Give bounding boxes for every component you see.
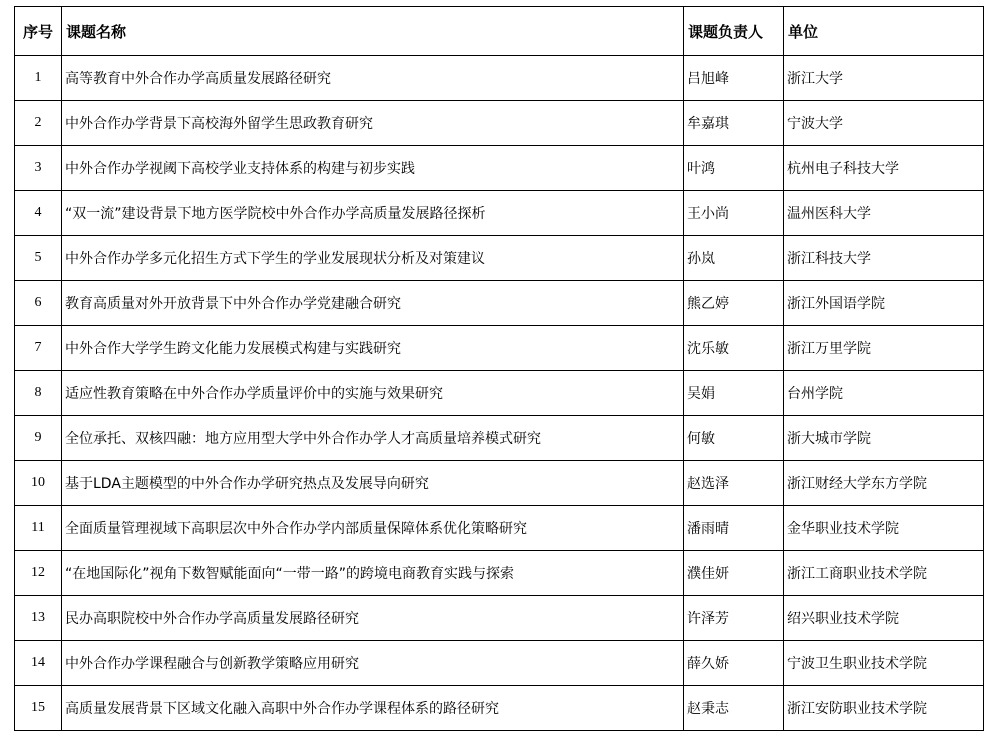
cell-title: 基于LDA主题模型的中外合作办学研究热点及发展导向研究	[62, 461, 684, 506]
table-row	[15, 281, 984, 326]
cell-no: 8	[15, 371, 62, 416]
cell-title: 中外合作办学背景下高校海外留学生思政教育研究	[62, 101, 684, 146]
table-row	[15, 551, 984, 596]
table-header-row	[15, 7, 984, 56]
cell-title: 民办高职院校中外合作办学高质量发展路径研究	[62, 596, 684, 641]
cell-no: 6	[15, 281, 62, 326]
cell-no: 1	[15, 56, 62, 101]
cell-leader: 赵选泽	[684, 461, 784, 506]
cell-unit: 浙江外国语学院	[784, 281, 984, 326]
cell-leader: 许泽芳	[684, 596, 784, 641]
cell-unit: 浙江安防职业技术学院	[784, 686, 984, 731]
cell-no: 13	[15, 596, 62, 641]
header-no: 序号	[15, 7, 62, 56]
table-row	[15, 416, 984, 461]
cell-title: 中外合作办学多元化招生方式下学生的学业发展现状分析及对策建议	[62, 236, 684, 281]
cell-no: 7	[15, 326, 62, 371]
cell-title: 中外合作大学学生跨文化能力发展模式构建与实践研究	[62, 326, 684, 371]
cell-title: 全面质量管理视域下高职层次中外合作办学内部质量保障体系优化策略研究	[62, 506, 684, 551]
cell-leader: 赵秉志	[684, 686, 784, 731]
table-row	[15, 686, 984, 731]
cell-title: “双一流”建设背景下地方医学院校中外合作办学高质量发展路径探析	[62, 191, 684, 236]
cell-leader: 王小尚	[684, 191, 784, 236]
cell-leader: 潘雨晴	[684, 506, 784, 551]
table-row	[15, 641, 984, 686]
cell-no: 5	[15, 236, 62, 281]
table-row	[15, 596, 984, 641]
table-row	[15, 371, 984, 416]
cell-leader: 孙岚	[684, 236, 784, 281]
table-row	[15, 191, 984, 236]
cell-no: 12	[15, 551, 62, 596]
cell-no: 15	[15, 686, 62, 731]
cell-unit: 浙大城市学院	[784, 416, 984, 461]
cell-unit: 宁波大学	[784, 101, 984, 146]
cell-unit: 浙江大学	[784, 56, 984, 101]
cell-no: 11	[15, 506, 62, 551]
table-body	[15, 56, 984, 731]
table-row	[15, 56, 984, 101]
cell-leader: 濮佳妍	[684, 551, 784, 596]
cell-title: 高质量发展背景下区域文化融入高职中外合作办学课程体系的路径研究	[62, 686, 684, 731]
cell-leader: 叶鸿	[684, 146, 784, 191]
cell-no: 9	[15, 416, 62, 461]
cell-leader: 吕旭峰	[684, 56, 784, 101]
cell-unit: 浙江工商职业技术学院	[784, 551, 984, 596]
cell-no: 10	[15, 461, 62, 506]
cell-unit: 浙江科技大学	[784, 236, 984, 281]
cell-title: 中外合作办学视阈下高校学业支持体系的构建与初步实践	[62, 146, 684, 191]
cell-title: “在地国际化”视角下数智赋能面向“一带一路”的跨境电商教育实践与探索	[62, 551, 684, 596]
cell-unit: 温州医科大学	[784, 191, 984, 236]
cell-no: 4	[15, 191, 62, 236]
project-table	[14, 6, 984, 731]
cell-unit: 浙江财经大学东方学院	[784, 461, 984, 506]
table-row	[15, 326, 984, 371]
table-row	[15, 146, 984, 191]
cell-unit: 金华职业技术学院	[784, 506, 984, 551]
cell-no: 2	[15, 101, 62, 146]
header-unit: 单位	[784, 7, 984, 56]
table-row	[15, 236, 984, 281]
cell-leader: 沈乐敏	[684, 326, 784, 371]
table-row	[15, 506, 984, 551]
cell-leader: 吴娟	[684, 371, 784, 416]
cell-unit: 绍兴职业技术学院	[784, 596, 984, 641]
table-row	[15, 461, 984, 506]
cell-no: 3	[15, 146, 62, 191]
cell-title: 全位承托、双核四融：地方应用型大学中外合作办学人才高质量培养模式研究	[62, 416, 684, 461]
cell-unit: 浙江万里学院	[784, 326, 984, 371]
project-table-sheet	[14, 6, 984, 731]
cell-title: 教育高质量对外开放背景下中外合作办学党建融合研究	[62, 281, 684, 326]
cell-leader: 熊乙婷	[684, 281, 784, 326]
cell-leader: 薛久娇	[684, 641, 784, 686]
cell-title: 适应性教育策略在中外合作办学质量评价中的实施与效果研究	[62, 371, 684, 416]
cell-title: 中外合作办学课程融合与创新教学策略应用研究	[62, 641, 684, 686]
cell-leader: 何敏	[684, 416, 784, 461]
cell-unit: 宁波卫生职业技术学院	[784, 641, 984, 686]
cell-unit: 台州学院	[784, 371, 984, 416]
cell-title: 高等教育中外合作办学高质量发展路径研究	[62, 56, 684, 101]
header-leader: 课题负责人	[684, 7, 784, 56]
cell-unit: 杭州电子科技大学	[784, 146, 984, 191]
cell-no: 14	[15, 641, 62, 686]
table-row	[15, 101, 984, 146]
cell-leader: 牟嘉琪	[684, 101, 784, 146]
header-title: 课题名称	[62, 7, 684, 56]
